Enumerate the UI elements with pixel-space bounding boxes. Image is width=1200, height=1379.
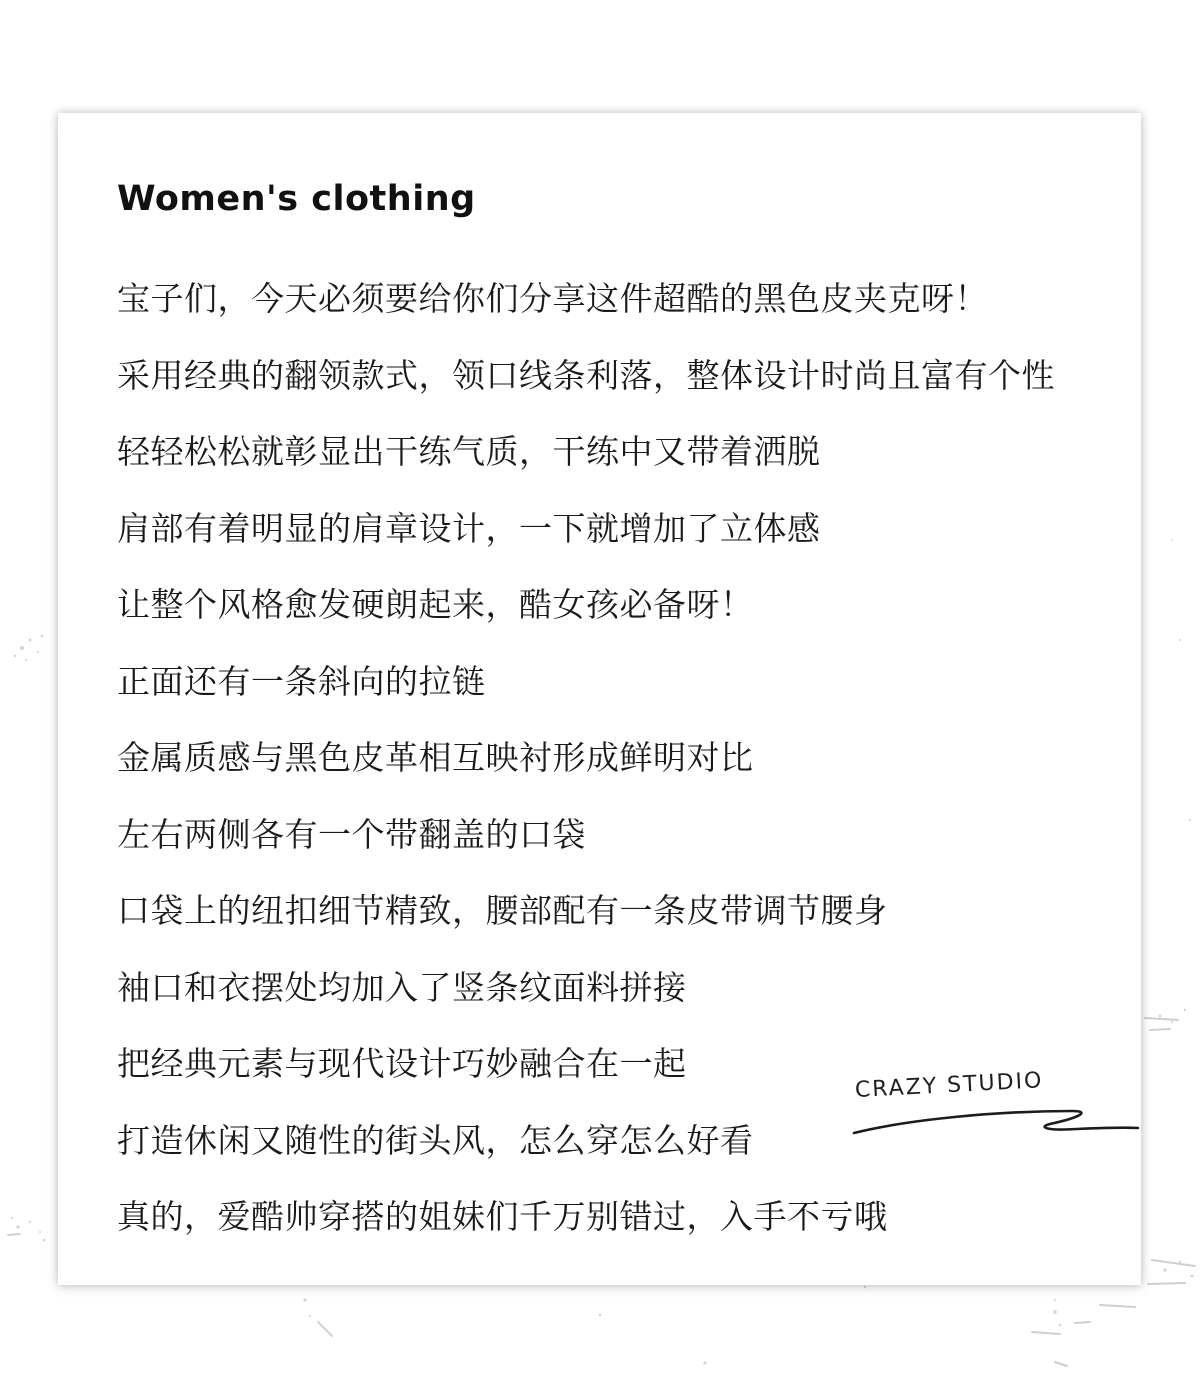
text-line: 让整个风格愈发硬朗起来，酷女孩必备呀！ — [117, 585, 754, 624]
studio-signature — [850, 1068, 1140, 1143]
signature-text: CRAZY STUDIO — [854, 1068, 1044, 1103]
content-card — [58, 113, 1141, 1285]
text-line: 打造休闲又随性的街头风，怎么穿怎么好看 — [117, 1120, 754, 1160]
page-title: Women's clothing — [117, 179, 476, 219]
text-line: 轻轻松松就彰显出干练气质，干练中又带着洒脱 — [117, 432, 821, 471]
text-line: 金属质感与黑色皮革相互映衬形成鲜明对比 — [117, 738, 754, 777]
text-line: 左右两侧各有一个带翻盖的口袋 — [117, 814, 586, 854]
text-line: 采用经典的翻领款式，领口线条利落，整体设计时尚且富有个性 — [117, 355, 1055, 395]
text-line: 真的，爱酷帅穿搭的姐妹们千万别错过，入手不亏哦 — [117, 1197, 888, 1236]
text-line: 肩部有着明显的肩章设计，一下就增加了立体感 — [117, 508, 821, 548]
text-line: 袖口和衣摆处均加入了竖条纹面料拼接 — [117, 967, 687, 1007]
text-line: 正面还有一条斜向的拉链 — [117, 661, 486, 701]
text-line: 口袋上的纽扣细节精致，腰部配有一条皮带调节腰身 — [117, 891, 888, 930]
text-line: 宝子们，今天必须要给你们分享这件超酷的黑色皮夹克呀！ — [117, 279, 988, 318]
signature-swoosh-icon — [850, 1093, 1140, 1143]
text-line: 把经典元素与现代设计巧妙融合在一起 — [117, 1044, 687, 1083]
